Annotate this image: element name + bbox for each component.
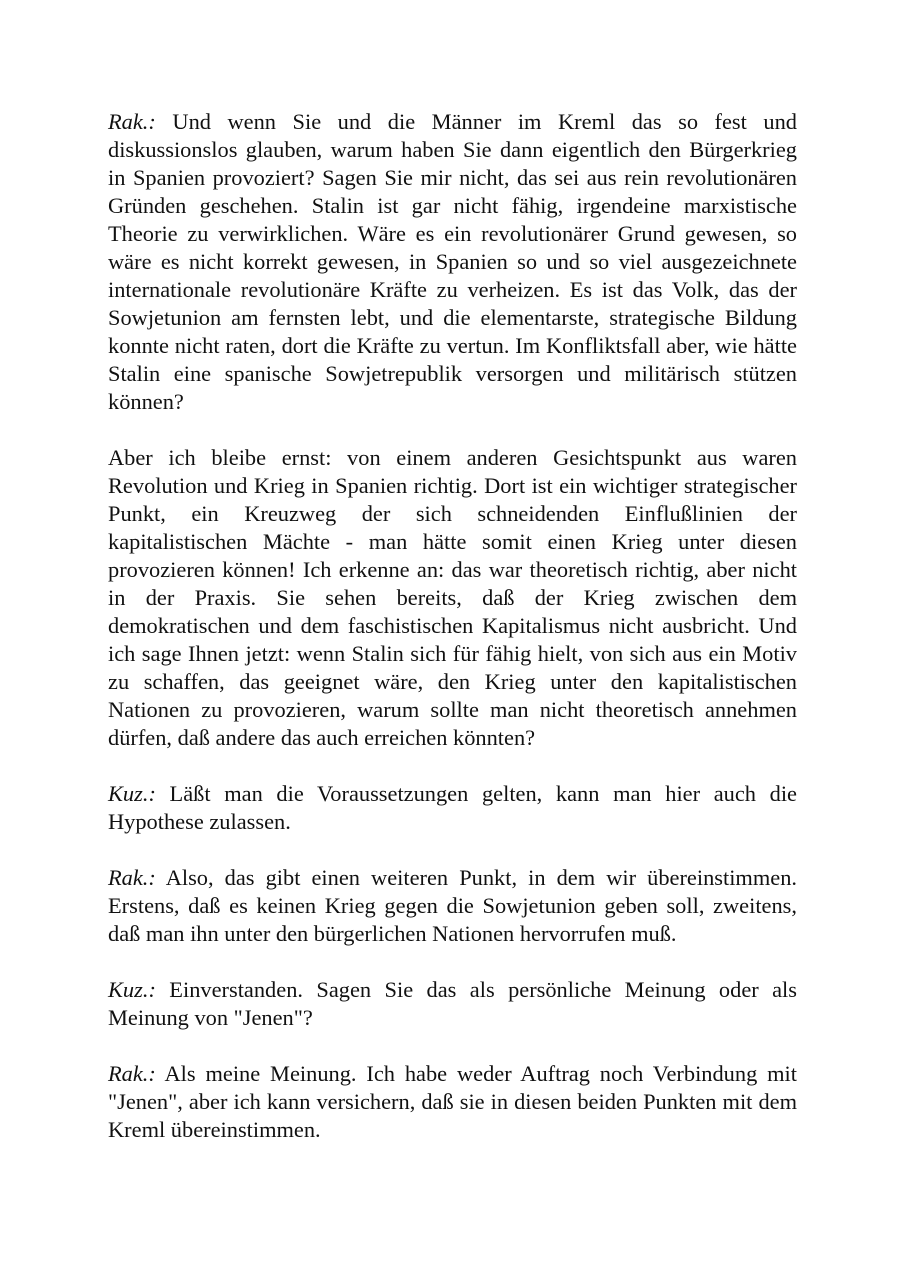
speaker-label: Kuz.: [108, 781, 156, 806]
speaker-label: Kuz.: [108, 977, 156, 1002]
paragraph-kuz-1 [108, 780, 797, 836]
paragraph-kuz-2 [108, 976, 797, 1032]
speaker-label: Rak.: [108, 865, 156, 890]
paragraph-rak-1-continued [108, 444, 797, 752]
paragraph-text: Aber ich bleibe ernst: von einem anderen Gesichtspunkt aus waren Revolution und Krieg in Spanien richtig. Dort ist ein wichtiger strategischer Punkt, ein Kreuzweg der sich schneidenden Einflußlinien der kapitalistischen Mächte - man hätte somit einen Krieg unter diesen provozieren können! Ich erkenne an: das war theoretisch richtig, aber nicht in der Praxis. Sie sehen bereits, daß der Krieg zwischen dem demokratischen und dem faschistischen Kapitalismus nicht ausbricht. Und ich sage Ihnen jetzt: wenn Stalin sich für fähig hielt, von sich aus ein Motiv zu schaffen, das geeignet wäre, den Krieg unter den kapitalistischen Nationen zu provozieren, warum sollte man nicht theoretisch annehmen dürfen, daß andere das auch erreichen könnten? [108, 445, 797, 750]
paragraph-rak-2 [108, 864, 797, 948]
paragraph-text: Einverstanden. Sagen Sie das als persönliche Meinung oder als Meinung von "Jenen"? [108, 977, 797, 1030]
paragraph-text: Und wenn Sie und die Männer im Kreml das so fest und diskussionslos glauben, warum haben Sie dann eigentlich den Bürgerkrieg in Spanien provoziert? Sagen Sie mir nicht, das sei aus rein revolutionären Gründen geschehen. Stalin ist gar nicht fähig, irgendeine marxistische Theorie zu verwirklichen. Wäre es ein revolutionärer Grund gewesen, so wäre es nicht korrekt gewesen, in Spanien so und so viel ausgezeichnete internationale revolutionäre Kräfte zu verheizen. Es ist das Volk, das der Sowjetunion am fernsten lebt, und die elementarste, strategische Bildung konnte nicht raten, dort die Kräfte zu vertun. Im Konfliktsfall aber, wie hätte Stalin eine spanische Sowjetrepublik versorgen und militärisch stützen können? [108, 109, 797, 414]
speaker-label: Rak.: [108, 109, 156, 134]
document-page [108, 108, 797, 1172]
paragraph-text: Also, das gibt einen weiteren Punkt, in dem wir übereinstimmen. Erstens, daß es keinen Krieg gegen die Sowjetunion geben soll, zweitens, daß man ihn unter den bürgerlichen Nationen hervorrufen muß. [108, 865, 797, 946]
paragraph-text: Läßt man die Voraussetzungen gelten, kann man hier auch die Hypothese zulassen. [108, 781, 797, 834]
paragraph-rak-1 [108, 108, 797, 416]
speaker-label: Rak.: [108, 1061, 156, 1086]
paragraph-text: Als meine Meinung. Ich habe weder Auftrag noch Verbindung mit "Jenen", aber ich kann versichern, daß sie in diesen beiden Punkten mit dem Kreml übereinstimmen. [108, 1061, 797, 1142]
paragraph-rak-3 [108, 1060, 797, 1144]
